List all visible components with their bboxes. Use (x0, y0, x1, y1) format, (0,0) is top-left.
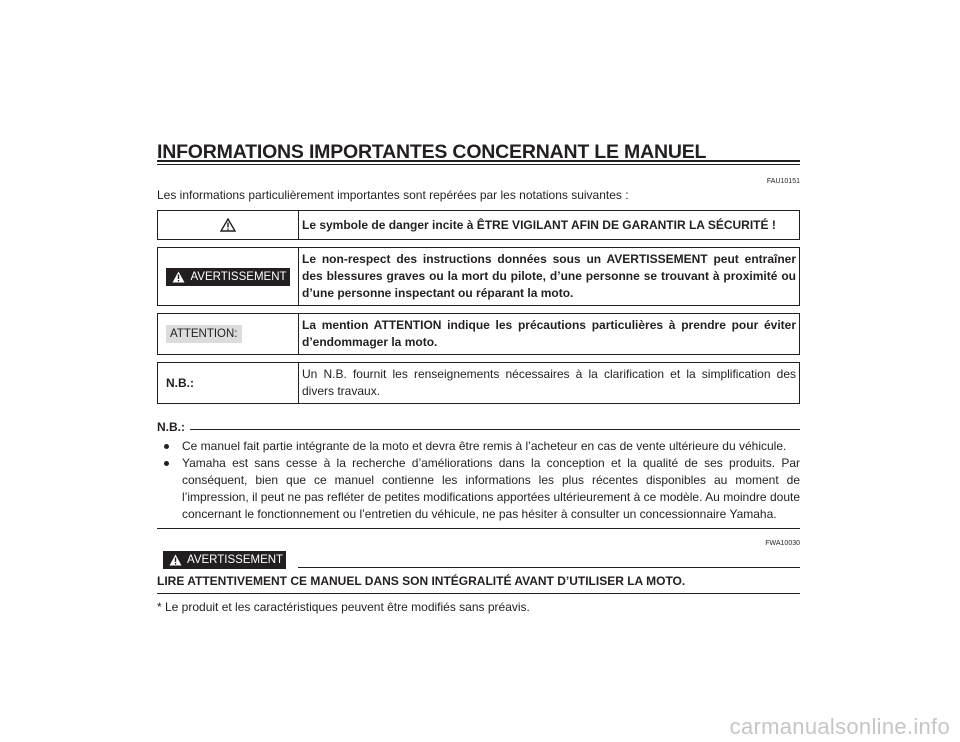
nb-bullet-list (157, 438, 800, 523)
notation-left (158, 314, 299, 354)
avertissement-badge (163, 551, 286, 569)
reference-code: FWA10030 (765, 540, 800, 547)
warning-section-end-rule (157, 593, 800, 594)
warning-text: LIRE ATTENTIVEMENT CE MANUEL DANS SON INTÉGRALITÉ AVANT D’UTILISER LA MOTO. (157, 574, 686, 588)
badge-label: AVERTISSEMENT (187, 554, 284, 566)
nb-section-end-rule (157, 528, 800, 529)
list-item: Yamaha est sans cesse à la recherche d’améliorations dans la conception et la qualité de ses produits. Par conséquent, bien que ce manuel contienne les informations les plus récentes disponibles au moment de l’impression, il peut ne pas refléter de petites modifications apportées ultérieurement à ce modèle. Au moindre doute concernant le fonctionnement ou l’entretien du véhicule, ne pas hésiter à consulter un concessionnaire Yamaha. (157, 455, 800, 523)
notation-text-attention: La mention ATTENTION indique les précautions particulières à prendre pour éviter d’endommager la moto. (302, 318, 796, 349)
notation-row-avertissement (157, 247, 800, 306)
footnote: * Le produit et les caractéristiques peuvent être modifiés sans préavis. (157, 600, 530, 614)
notation-row-nb (157, 362, 800, 404)
manual-page (157, 140, 800, 615)
notation-text-avertissement: Le non-respect des instructions données sous un AVERTISSEMENT peut entraîner des blessures graves ou la mort du pilote, d’une personne se trouvant à proximité ou d’une personne inspectant ou réparant la moto. (302, 252, 796, 300)
warning-section-header (157, 551, 800, 569)
nb-section-header (157, 420, 800, 434)
nb-section-rule (190, 429, 800, 430)
nb-label: N.B.: (166, 376, 194, 390)
title-rule-thin (157, 164, 800, 165)
warning-triangle-icon (169, 554, 182, 566)
warning-triangle-icon (172, 271, 185, 283)
reference-code: FAU10151 (766, 178, 800, 185)
attention-label: ATTENTION: (166, 325, 242, 343)
notation-row-danger (157, 210, 800, 240)
page-title: INFORMATIONS IMPORTANTES CONCERNANT LE MANUEL (157, 141, 707, 163)
list-item: Ce manuel fait partie intégrante de la moto et devra être remis à l’acheteur en cas de vente ultérieure du véhicule. (157, 438, 800, 455)
notation-row-attention (157, 313, 800, 355)
warning-section-rule (298, 567, 800, 568)
warning-triangle-icon (220, 218, 236, 232)
nb-section-label: N.B.: (157, 420, 185, 434)
notation-text-nb: Un N.B. fournit les renseignements nécessaires à la clarification et la simplification des divers travaux. (302, 367, 796, 398)
notation-text-danger: Le symbole de danger incite à ÊTRE VIGILANT AFIN DE GARANTIR LA SÉCURITÉ ! (302, 217, 776, 232)
watermark: carmanualsonline.info (729, 714, 950, 739)
notation-left (158, 211, 299, 239)
badge-label: AVERTISSEMENT (190, 270, 287, 283)
notation-left (158, 248, 299, 305)
notation-left (158, 363, 299, 403)
avertissement-badge (166, 268, 289, 286)
intro-text: Les informations particulièrement importantes sont repérées par les notations suivantes : (157, 188, 629, 202)
